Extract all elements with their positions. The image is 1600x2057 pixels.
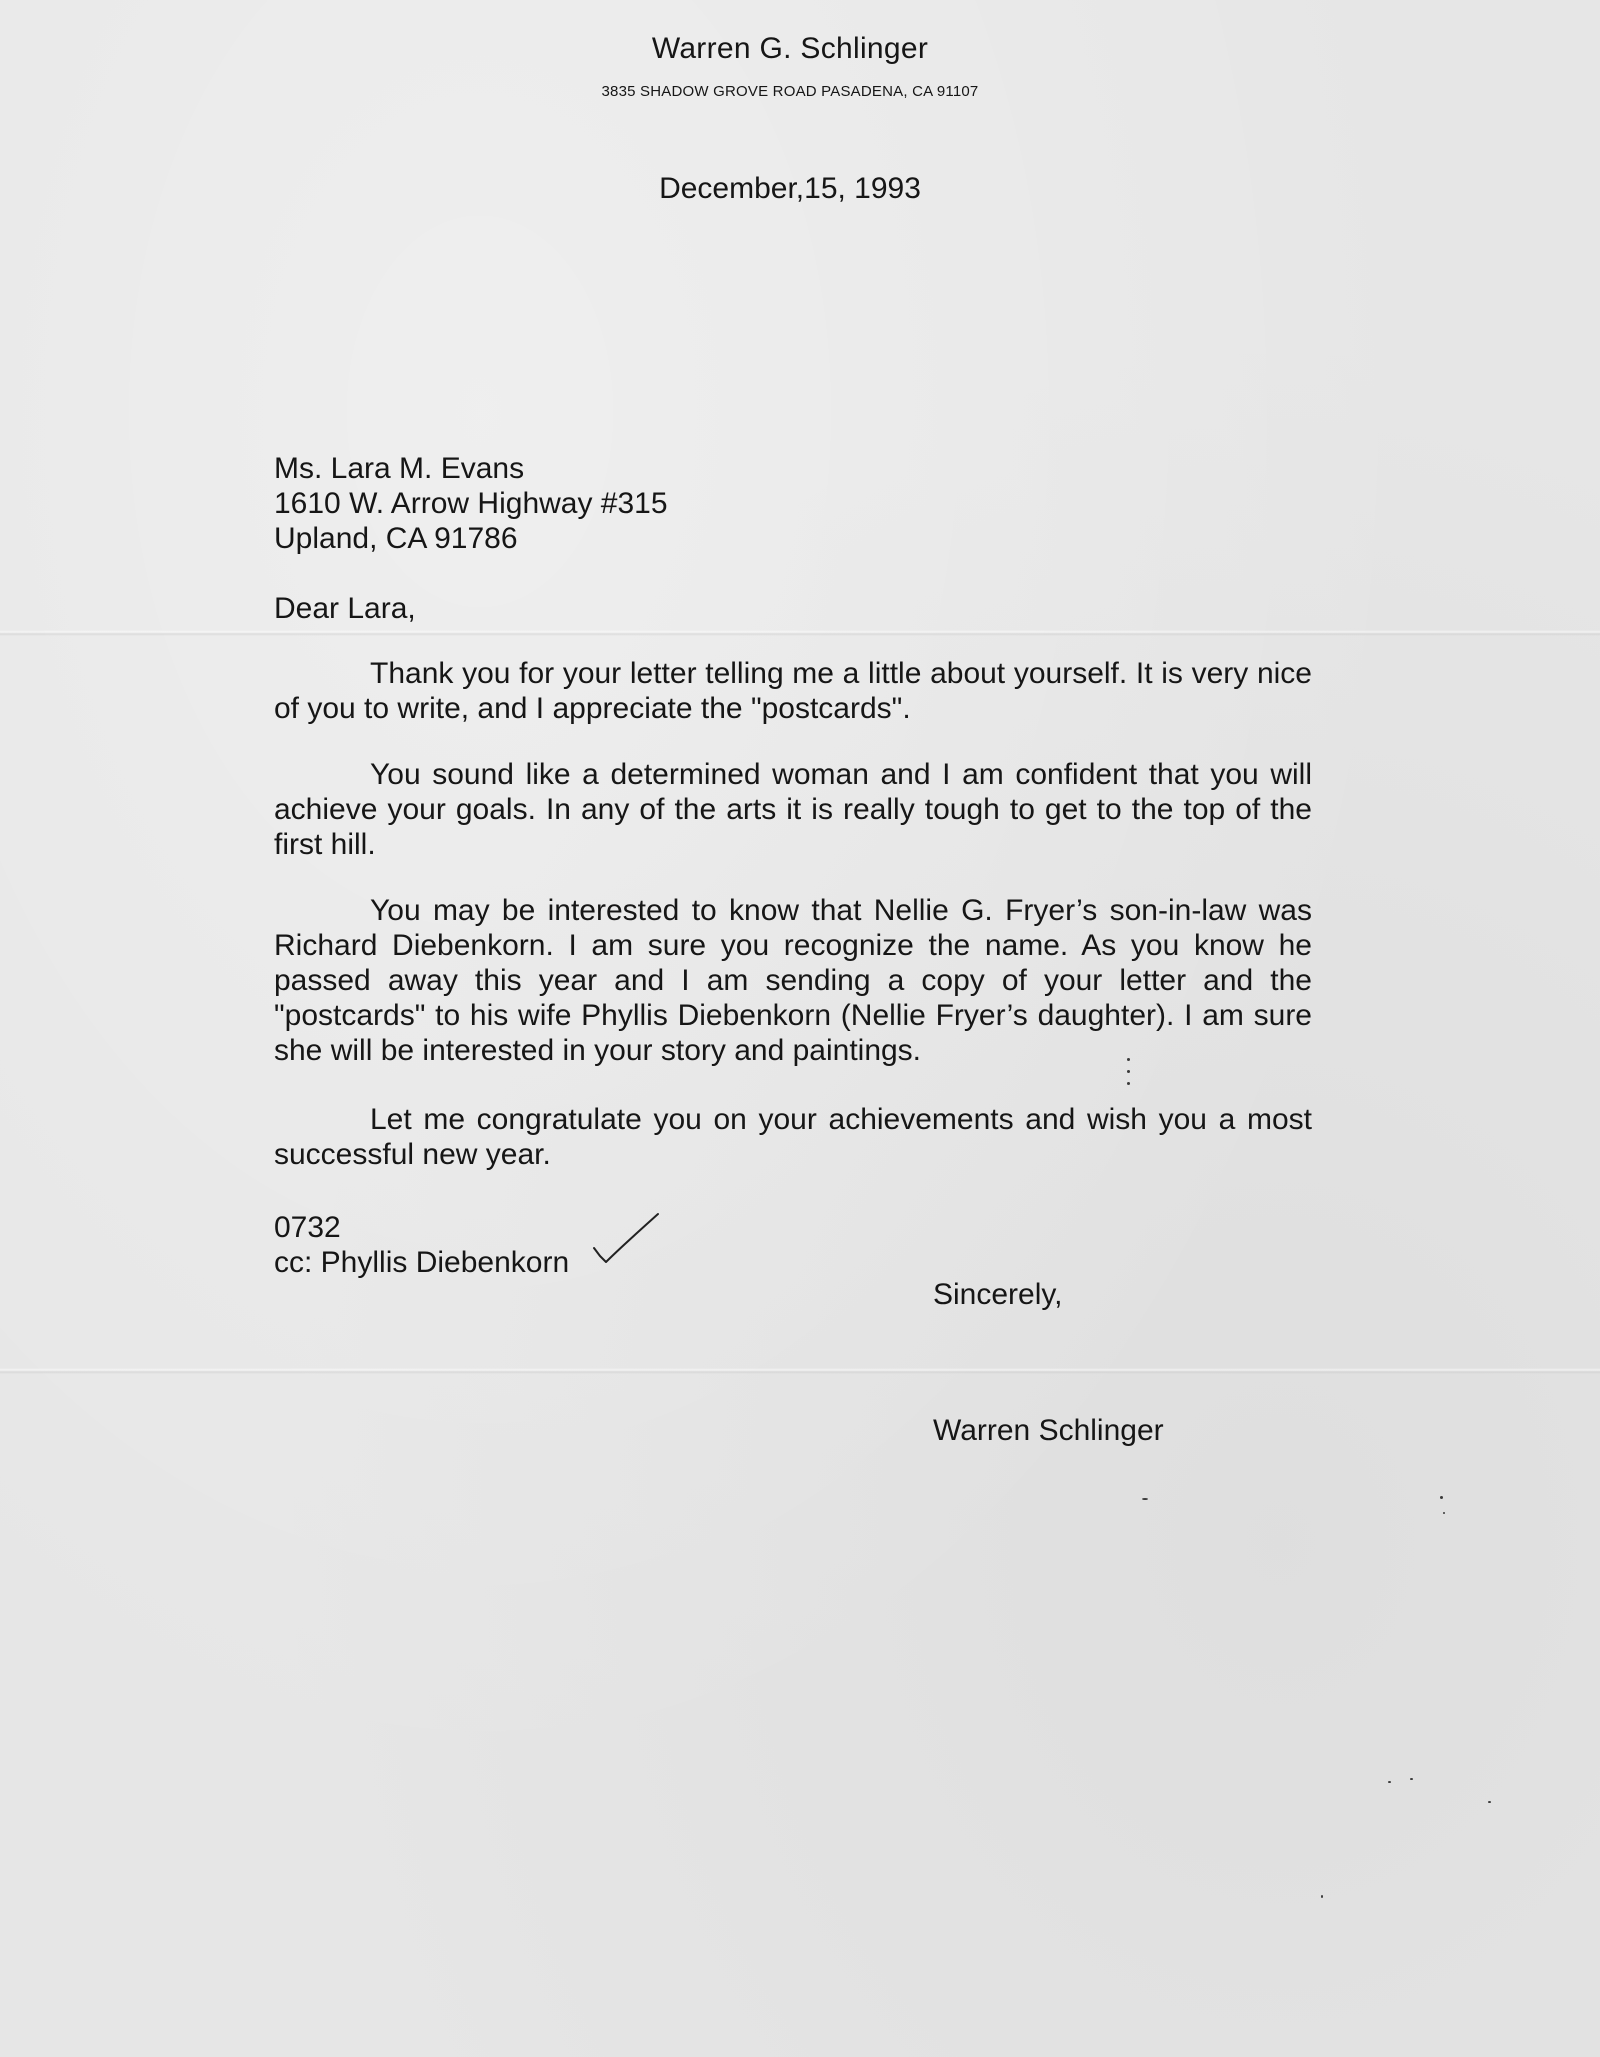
handwritten-checkmark-icon [590, 1210, 670, 1270]
paper-speck [1321, 1895, 1323, 1898]
paper-speck [1488, 1801, 1491, 1803]
recipient-address-block [274, 451, 668, 556]
paper-speck [1410, 1778, 1413, 1780]
letter-date: December,15, 1993 [659, 172, 921, 205]
signer-name: Warren Schlinger [933, 1414, 1164, 1447]
body-paragraph-1: Thank you for your letter telling me a little about yourself. It is very nice of you to write, and I appreciate the "postcards". [274, 657, 1312, 725]
paper-speck [1443, 1512, 1445, 1514]
reference-code: 0732 [274, 1211, 341, 1244]
paper-speck [1388, 1781, 1391, 1783]
body-paragraph-3: You may be interested to know that Nellie G. Fryer’s son-in-law was Richard Diebenkorn. I am sure you recognize the name. As you know he passed away this year and I am sending a copy of your letter and the "postcards" to his wife Phyllis Diebenkorn (Nellie Fryer’s daughter). I am sure she will be interested in your story and paintings. [274, 894, 1312, 1067]
body-paragraph-4: Let me congratulate you on your achievements and wish you a most successful new year. [274, 1103, 1312, 1171]
salutation: Dear Lara, [274, 592, 416, 625]
paper-speck [1127, 1070, 1130, 1073]
recipient-street: 1610 W. Arrow Highway #315 [274, 487, 668, 520]
paper-fold-crease [0, 1368, 1600, 1374]
paper-speck [1127, 1082, 1130, 1085]
body-paragraph-2: You sound like a determined woman and I am confident that you will achieve your goals. In any of the arts it is really tough to get to the top of the first hill. [274, 758, 1312, 861]
recipient-name: Ms. Lara M. Evans [274, 452, 525, 485]
closing: Sincerely, [933, 1278, 1063, 1311]
paper-speck [1127, 1058, 1130, 1061]
recipient-city: Upland, CA 91786 [274, 522, 518, 555]
letterhead-name: Warren G. Schlinger [651, 32, 929, 65]
paper-speck [1142, 1498, 1148, 1500]
paper-fold-crease [0, 630, 1600, 636]
letterhead-address: 3835 SHADOW GROVE ROAD PASADENA, CA 91107 [601, 83, 979, 100]
paper-speck [1440, 1496, 1443, 1499]
cc-line: cc: Phyllis Diebenkorn [274, 1246, 570, 1279]
